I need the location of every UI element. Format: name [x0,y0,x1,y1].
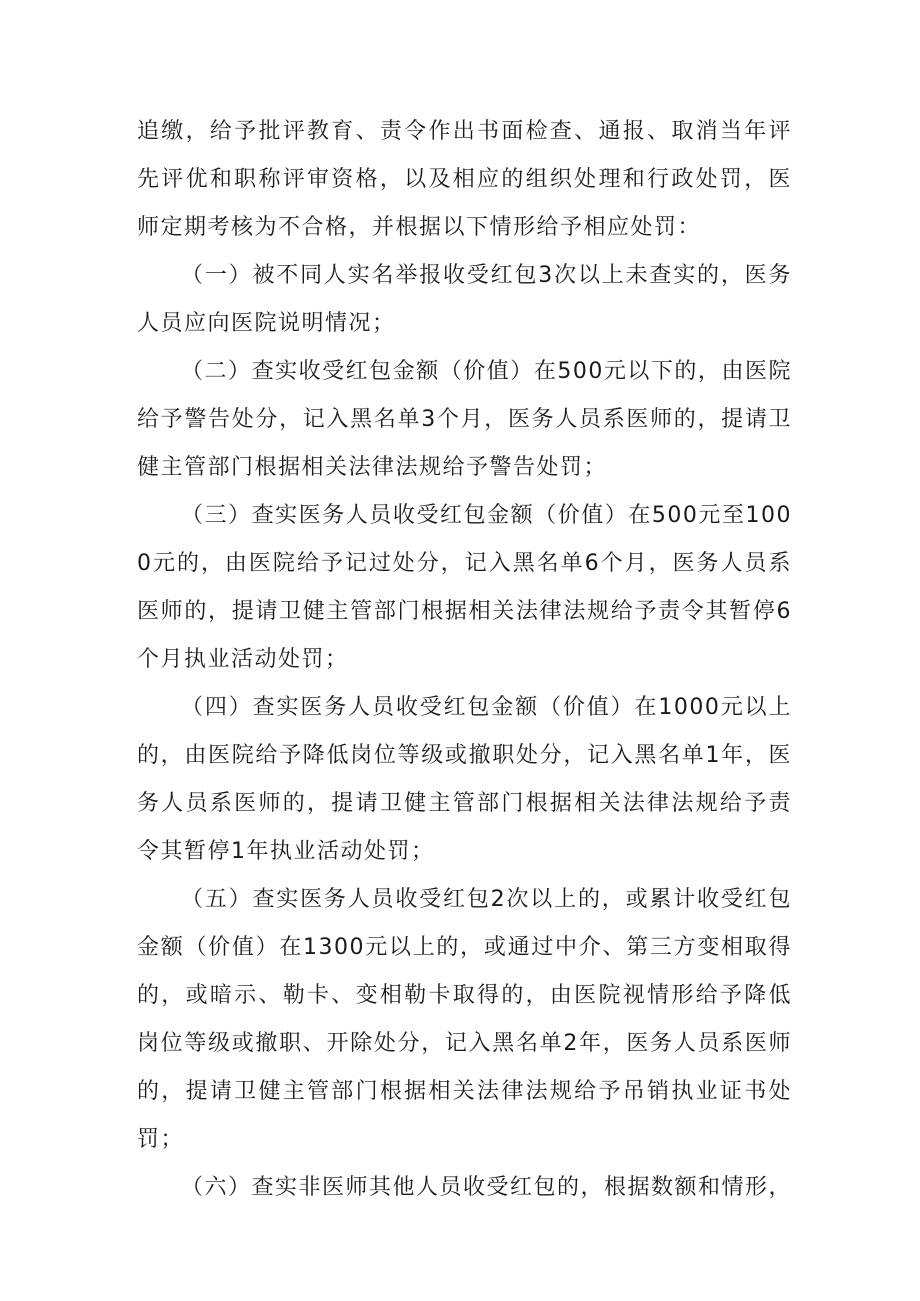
paragraph-item-3: （三）查实医务人员收受红包金额（价值）在500元至1000元的，由医院给予记过处分，记入黑名单6个月，医务人员系医师的，提请卫健主管部门根据相关法律法规给予责令其暂停6个月执业活动处罚； [137,503,792,672]
paragraph-item-2: （二）查实收受红包金额（价值）在500元以下的，由医院给予警告处分，记入黑名单3个月，医务人员系医师的，提请卫健主管部门根据相关法律法规给予警告处罚； [137,359,792,480]
paragraph-item-6: （六）查实非医师其他人员收受红包的，根据数额和情形， [181,1175,793,1200]
paragraph-item-1: （一）被不同人实名举报收受红包3次以上未查实的，医务人员应向医院说明情况； [137,263,792,336]
paragraph-item-4: （四）查实医务人员收受红包金额（价值）在1000元以上的，由医院给予降低岗位等级或撤职处分，记入黑名单1年，医务人员系医师的，提请卫健主管部门根据相关法律法规给予责令其暂停1年执业活动处罚； [137,695,792,864]
paragraph-item-5: （五）查实医务人员收受红包2次以上的，或累计收受红包金额（价值）在1300元以上的，或通过中介、第三方变相取得的，或暗示、勒卡、变相勒卡取得的，由医院视情形给予降低岗位等级或撤职、开除处分，记入黑名单2年，医务人员系医师的，提请卫健主管部门根据相关法律法规给予吊销执业证书处罚； [137,887,792,1152]
document-body [137,108,792,1212]
paragraph-continuation: 追缴，给予批评教育、责令作出书面检查、通报、取消当年评先评优和职称评审资格，以及相应的组织处理和行政处罚，医师定期考核为不合格，并根据以下情形给予相应处罚： [137,119,792,240]
